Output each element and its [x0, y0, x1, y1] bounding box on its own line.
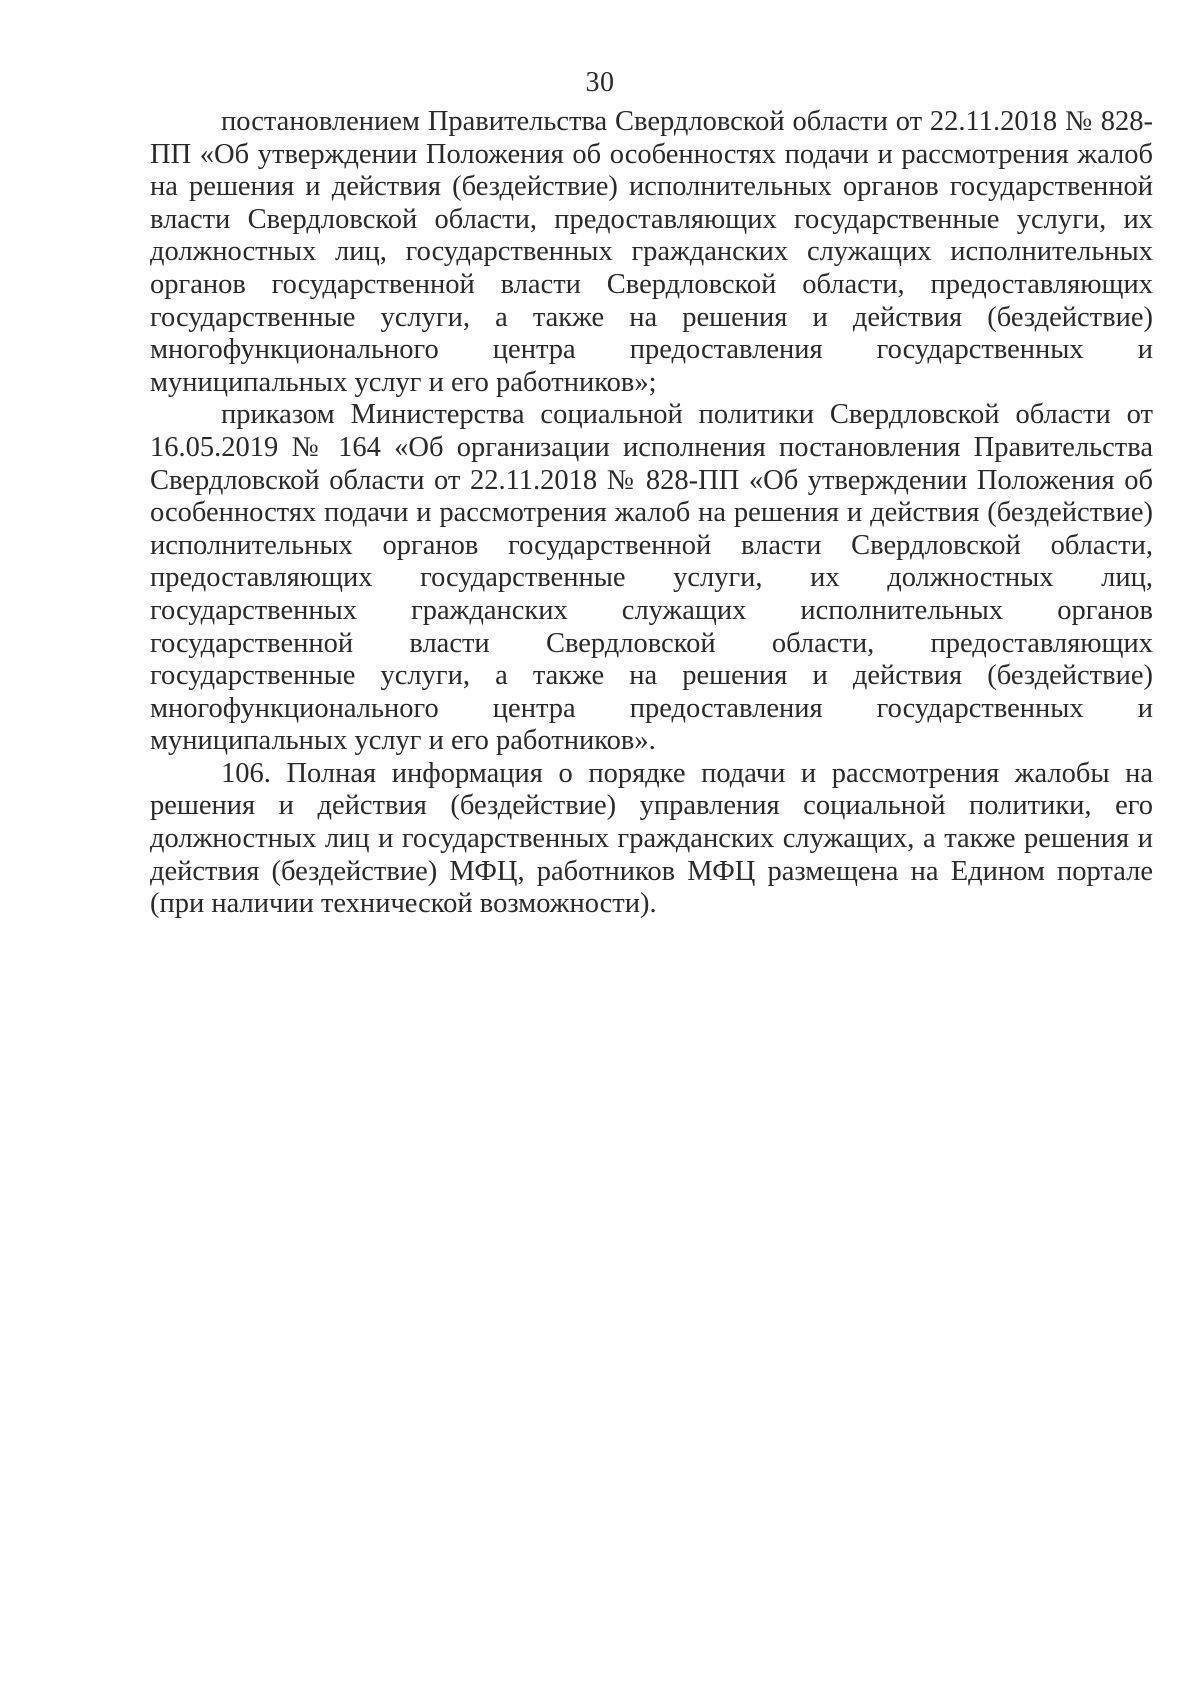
document-body [150, 106, 1153, 921]
paragraph-resolution-828: постановлением Правительства Свердловской области от 22.11.2018 № 828-ПП «Об утверждении Положения об особенностях подачи и рассмотрения жалоб на решения и действия (бездействие) исполнительных органов государственной власти Свердловской области, предоставляющих государственные услуги, их должностных лиц, государственных гражданских служащих исполнительных органов государственной власти Свердловской области, предоставляющих государственные услуги, а также на решения и действия (бездействие) многофункционального центра предоставления государственных и муниципальных услуг и его работников»; [150, 106, 1153, 398]
paragraph-order-164: приказом Министерства социальной политики Свердловской области от 16.05.2019 № 164 «Об организации исполнения постановления Правительства Свердловской области от 22.11.2018 № 828-ПП «Об утверждении Положения об особенностях подачи и рассмотрения жалоб на решения и действия (бездействие) исполнительных органов государственной власти Свердловской области, предоставляющих государственные услуги, их должностных лиц, государственных гражданских служащих исполнительных органов государственной власти Свердловской области, предоставляющих государственные услуги, а также на решения и действия (бездействие) многофункционального центра предоставления государственных и муниципальных услуг и его работников». [150, 399, 1153, 757]
page-number: 30 [585, 67, 615, 98]
paragraph-106: 106. Полная информация о порядке подачи и рассмотрения жалобы на решения и действия (бездействие) управления социальной политики, его должностных лиц и государственных гражданских служащих, а также решения и действия (бездействие) МФЦ, работников МФЦ размещена на Едином портале (при наличии технической возможности). [150, 757, 1153, 920]
